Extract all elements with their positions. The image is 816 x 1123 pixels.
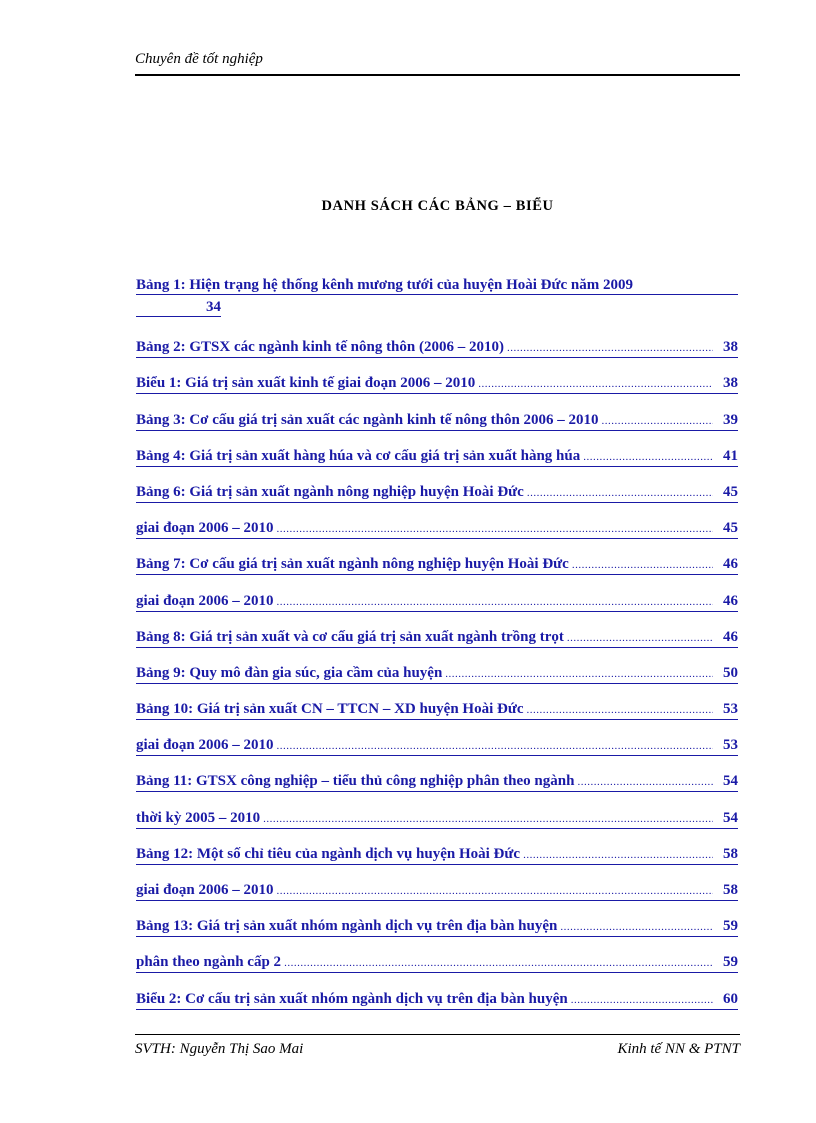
toc-entry-1[interactable]	[136, 276, 738, 332]
toc-entry[interactable]	[136, 368, 738, 404]
toc-entry[interactable]	[136, 332, 738, 368]
toc-entry-page[interactable]: 46	[723, 556, 738, 573]
toc-entry-link[interactable]	[136, 881, 738, 901]
toc-entry-label[interactable]: Bảng 10: Giá trị sản xuất CN – TTCN – XD huyện Hoài Đức	[136, 701, 524, 718]
dot-leader	[602, 412, 713, 430]
toc-entry-page[interactable]: 38	[723, 339, 738, 356]
toc-entry-link[interactable]	[136, 736, 738, 756]
page-footer	[135, 1034, 740, 1059]
toc-entry-page[interactable]: 45	[723, 520, 738, 537]
toc-entry[interactable]	[136, 404, 738, 440]
dot-leader	[277, 593, 713, 611]
toc-entry-link[interactable]	[136, 592, 738, 612]
toc-entry-page[interactable]: 53	[723, 701, 738, 718]
toc-entry[interactable]	[136, 585, 738, 621]
toc-entry-label[interactable]: Bảng 13: Giá trị sản xuất nhóm ngành dịch vụ trên địa bàn huyện	[136, 918, 558, 935]
toc-entry-page[interactable]: 41	[723, 447, 738, 464]
toc-entry-link[interactable]	[136, 447, 738, 467]
dot-leader	[527, 484, 713, 502]
page-header	[135, 48, 740, 76]
toc-entry-label[interactable]: Bảng 1: Hiện trạng hệ thống kênh mương tưới của huyện Hoài Đức năm 2009	[136, 276, 738, 295]
toc-entry-link[interactable]	[136, 917, 738, 937]
dot-leader	[560, 918, 713, 936]
toc-entry[interactable]	[136, 694, 738, 730]
toc-entry[interactable]	[136, 839, 738, 875]
dot-leader	[277, 737, 713, 755]
dot-leader	[263, 810, 713, 828]
dot-leader	[523, 846, 713, 864]
page-title: DANH SÁCH CÁC BẢNG – BIỂU	[321, 198, 554, 214]
toc-entry[interactable]	[136, 441, 738, 477]
toc-entry-page[interactable]: 58	[723, 882, 738, 898]
toc-entry[interactable]	[136, 947, 738, 983]
toc-entry-link[interactable]	[136, 338, 738, 358]
toc-entry[interactable]	[136, 730, 738, 766]
toc-entry-link[interactable]	[136, 483, 738, 503]
toc-entry-link[interactable]	[136, 664, 738, 684]
toc-entry-page[interactable]: 53	[723, 737, 738, 754]
dot-leader	[527, 701, 713, 719]
toc-entry-page[interactable]: 50	[723, 664, 738, 681]
toc-entry-label[interactable]: Bảng 12: Một số chỉ tiêu của ngành dịch vụ huyện Hoài Đức	[136, 845, 521, 862]
toc-entry-page[interactable]: 46	[723, 592, 738, 609]
toc-list	[136, 332, 738, 1020]
toc-entry[interactable]	[136, 658, 738, 694]
dot-leader	[507, 339, 713, 357]
table-of-contents	[136, 276, 738, 1020]
dot-leader	[571, 991, 713, 1009]
toc-entry-label[interactable]: Bảng 6: Giá trị sản xuất ngành nông nghiệp huyện Hoài Đức	[136, 483, 524, 500]
toc-entry-link[interactable]	[136, 411, 738, 431]
toc-entry[interactable]	[136, 766, 738, 802]
toc-entry-label[interactable]: Bảng 2: GTSX các ngành kinh tế nông thôn (2006 – 2010)	[136, 339, 504, 356]
toc-entry-label[interactable]: thời kỳ 2005 – 2010	[136, 809, 261, 826]
toc-entry-page[interactable]: 34	[136, 298, 221, 317]
toc-entry-page[interactable]: 59	[723, 918, 738, 935]
toc-entry-page[interactable]: 60	[723, 990, 738, 1007]
toc-entry-link[interactable]	[136, 628, 738, 648]
toc-entry[interactable]	[136, 477, 738, 513]
toc-entry-page[interactable]: 54	[723, 809, 738, 826]
toc-entry-label[interactable]: Biểu 2: Cơ cấu trị sản xuất nhóm ngành dịch vụ trên địa bàn huyện	[136, 990, 568, 1007]
toc-entry-link[interactable]	[136, 990, 738, 1010]
toc-entry-label[interactable]: Bảng 7: Cơ cấu giá trị sản xuất ngành nông nghiệp huyện Hoài Đức	[136, 556, 569, 573]
toc-entry-page[interactable]: 38	[723, 375, 738, 392]
toc-entry-label[interactable]: phân theo ngành cấp 2	[136, 954, 282, 971]
toc-entry-label[interactable]: giai đoạn 2006 – 2010	[136, 592, 274, 609]
toc-entry[interactable]	[136, 911, 738, 947]
toc-entry-link[interactable]	[136, 519, 738, 539]
toc-entry[interactable]	[136, 622, 738, 658]
dot-leader	[445, 665, 713, 683]
toc-entry-page[interactable]: 39	[723, 411, 738, 428]
toc-entry-link[interactable]	[136, 700, 738, 720]
toc-entry-link[interactable]	[136, 374, 738, 394]
toc-entry[interactable]	[136, 875, 738, 911]
footer-author: SVTH: Nguyễn Thị Sao Mai	[135, 1041, 304, 1057]
dot-leader	[277, 520, 713, 538]
toc-entry-link[interactable]	[136, 845, 738, 865]
toc-entry-link[interactable]	[136, 809, 738, 829]
toc-entry[interactable]	[136, 549, 738, 585]
toc-entry-label[interactable]: Bảng 8: Giá trị sản xuất và cơ cấu giá trị sản xuất ngành trồng trọt	[136, 628, 564, 645]
toc-entry-label[interactable]: Bảng 11: GTSX công nghiệp – tiểu thủ công nghiệp phân theo ngành	[136, 773, 575, 790]
toc-entry-page[interactable]: 58	[723, 845, 738, 862]
toc-entry-link[interactable]	[136, 953, 738, 973]
toc-entry-label[interactable]: giai đoạn 2006 – 2010	[136, 882, 274, 898]
toc-entry-label[interactable]: Bảng 3: Cơ cấu giá trị sản xuất các ngành kinh tế nông thôn 2006 – 2010	[136, 411, 599, 428]
toc-entry-label[interactable]: Biểu 1: Giá trị sản xuất kinh tế giai đoạn 2006 – 2010	[136, 375, 476, 392]
dot-leader	[583, 448, 713, 466]
toc-entry[interactable]	[136, 513, 738, 549]
toc-entry-page[interactable]: 59	[723, 954, 738, 971]
toc-entry-label[interactable]: giai đoạn 2006 – 2010	[136, 737, 274, 754]
header-text: Chuyên đề tốt nghiệp	[135, 51, 263, 67]
toc-entry[interactable]	[136, 983, 738, 1019]
toc-entry-page[interactable]: 54	[723, 773, 738, 790]
toc-entry-label[interactable]: Bảng 4: Giá trị sản xuất hàng húa và cơ cấu giá trị sản xuất hàng húa	[136, 447, 581, 464]
dot-leader	[572, 556, 713, 574]
toc-entry[interactable]	[136, 802, 738, 838]
toc-entry-page[interactable]: 45	[723, 483, 738, 500]
dot-leader	[277, 882, 713, 900]
toc-entry-label[interactable]: giai đoạn 2006 – 2010	[136, 520, 274, 537]
dot-leader	[284, 954, 713, 972]
footer-department: Kinh tế NN & PTNT	[617, 1041, 740, 1057]
dot-leader	[577, 773, 713, 791]
dot-leader	[567, 629, 713, 647]
toc-entry-label[interactable]: Bảng 9: Quy mô đàn gia súc, gia cầm của huyện	[136, 664, 443, 681]
dot-leader	[478, 375, 713, 393]
toc-entry-page[interactable]: 46	[723, 628, 738, 645]
toc-entry-link[interactable]	[136, 772, 738, 792]
toc-entry-link[interactable]	[136, 555, 738, 575]
